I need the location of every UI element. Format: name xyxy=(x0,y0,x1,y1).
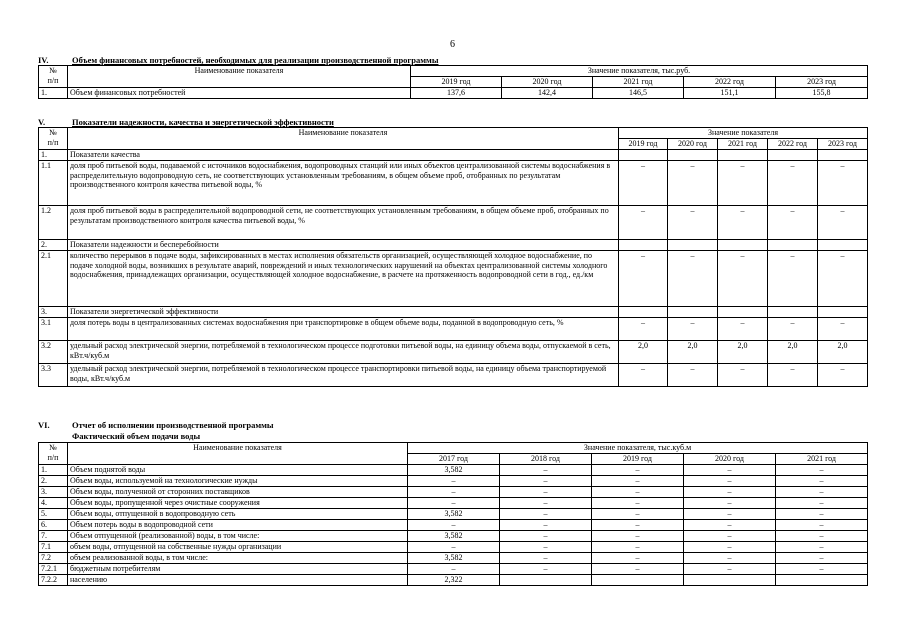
value-cell: 2,322 xyxy=(408,575,500,586)
value-cell: 2,0 xyxy=(718,341,768,364)
value-cell: – xyxy=(500,476,592,487)
section6-subtitle: Фактический объем подачи воды xyxy=(72,431,201,441)
value-cell: – xyxy=(668,364,718,387)
value-cell: – xyxy=(668,251,718,307)
col-header-value: Значение показателя xyxy=(619,128,868,139)
value-cell: – xyxy=(718,161,768,206)
value-cell: – xyxy=(684,520,776,531)
row-number: 1. xyxy=(39,150,68,161)
row-number: 1. xyxy=(39,88,68,99)
value-cell: – xyxy=(500,564,592,575)
value-cell: – xyxy=(718,318,768,341)
row-name: Объем воды, пропущенной через очистные сооружения xyxy=(68,498,408,509)
value-cell: – xyxy=(592,564,684,575)
value-cell: 137,6 xyxy=(411,88,502,99)
value-cell: – xyxy=(818,161,868,206)
value-cell: – xyxy=(718,251,768,307)
value-cell: – xyxy=(500,531,592,542)
col-header-name: Наименование показателя xyxy=(68,443,408,465)
year-header: 2020 год xyxy=(668,139,718,150)
table-row xyxy=(39,509,868,520)
row-name: объем реализованной воды, в том числе: xyxy=(68,553,408,564)
year-header: 2023 год xyxy=(818,139,868,150)
row-number: 5. xyxy=(39,509,68,520)
value-cell: – xyxy=(592,520,684,531)
year-header: 2019 год xyxy=(619,139,668,150)
page-number: 6 xyxy=(450,39,455,50)
year-header: 2020 год xyxy=(502,77,593,88)
empty-cell xyxy=(619,307,668,318)
value-cell: – xyxy=(668,206,718,240)
year-header: 2021 год xyxy=(593,77,684,88)
table-row xyxy=(39,251,868,307)
row-name: удельный расход электрической энергии, потребляемой в технологическом процессе подготовки питьевой воды, на единицу объема воды, отпускаемой в сеть, кВт.ч/куб.м xyxy=(68,341,619,364)
col-header-value: Значение показателя, тыс.руб. xyxy=(411,66,868,77)
value-cell: – xyxy=(818,318,868,341)
group-row xyxy=(39,240,868,251)
value-cell: 151,1 xyxy=(684,88,776,99)
empty-cell xyxy=(619,150,668,161)
row-number: 4. xyxy=(39,498,68,509)
row-number: 3.1 xyxy=(39,318,68,341)
empty-cell xyxy=(668,240,718,251)
value-cell: – xyxy=(500,520,592,531)
table-row xyxy=(39,542,868,553)
value-cell: 3,582 xyxy=(408,553,500,564)
value-cell: – xyxy=(818,364,868,387)
row-number: 6. xyxy=(39,520,68,531)
row-name: Объем отпущенной (реализованной) воды, в том числе: xyxy=(68,531,408,542)
value-cell: 142,4 xyxy=(502,88,593,99)
value-cell: – xyxy=(500,465,592,476)
section6-title xyxy=(38,420,274,430)
value-cell: – xyxy=(408,476,500,487)
value-cell: – xyxy=(776,476,868,487)
section4-title-text: Объем финансовых потребностей, необходимых для реализации производственной программы xyxy=(72,55,439,65)
year-header: 2021 год xyxy=(718,139,768,150)
row-number: 2. xyxy=(39,240,68,251)
value-cell: – xyxy=(619,206,668,240)
value-cell xyxy=(684,575,776,586)
value-cell: – xyxy=(592,498,684,509)
value-cell: – xyxy=(592,531,684,542)
value-cell: 2,0 xyxy=(619,341,668,364)
value-cell: – xyxy=(776,487,868,498)
row-name: Объем воды, отпущенной в водопроводную сеть xyxy=(68,509,408,520)
value-cell: – xyxy=(408,487,500,498)
value-cell: – xyxy=(718,206,768,240)
col-header-name: Наименование показателя xyxy=(68,128,619,150)
row-name: населению xyxy=(68,575,408,586)
row-number: 7. xyxy=(39,531,68,542)
row-name: доля проб питьевой воды в распределительной водопроводной сети, не соответствующих установленным требованиям, в общем объеме проб, отобранных по результатам производственного контроля качества питьевой воды, % xyxy=(68,206,619,240)
value-cell: – xyxy=(592,553,684,564)
empty-cell xyxy=(818,307,868,318)
table-row xyxy=(39,465,868,476)
value-cell: 3,582 xyxy=(408,465,500,476)
section5-title-text: Показатели надежности, качества и энергетической эффективности xyxy=(72,117,334,127)
table-row xyxy=(39,531,868,542)
empty-cell xyxy=(668,307,718,318)
value-cell: – xyxy=(684,487,776,498)
year-header: 2020 год xyxy=(684,454,776,465)
value-cell: – xyxy=(684,531,776,542)
value-cell: – xyxy=(500,509,592,520)
table-row xyxy=(39,341,868,364)
table-row xyxy=(39,498,868,509)
empty-cell xyxy=(718,150,768,161)
value-cell: – xyxy=(776,531,868,542)
value-cell: – xyxy=(684,498,776,509)
row-name: Объем финансовых потребностей xyxy=(68,88,411,99)
table-row xyxy=(39,88,868,99)
group-row xyxy=(39,150,868,161)
row-name: бюджетным потребителям xyxy=(68,564,408,575)
value-cell: – xyxy=(500,498,592,509)
row-number: 1. xyxy=(39,465,68,476)
group-name: Показатели качества xyxy=(68,150,619,161)
value-cell: – xyxy=(408,564,500,575)
value-cell: – xyxy=(768,251,818,307)
value-cell: – xyxy=(768,318,818,341)
value-cell: – xyxy=(619,318,668,341)
empty-cell xyxy=(718,307,768,318)
value-cell: 2,0 xyxy=(768,341,818,364)
section6-title-text: Отчет об исполнении производственной программы xyxy=(72,420,274,430)
value-cell: – xyxy=(668,161,718,206)
value-cell: – xyxy=(684,465,776,476)
col-header-name: Наименование показателя xyxy=(68,66,411,88)
empty-cell xyxy=(818,150,868,161)
year-header: 2022 год xyxy=(768,139,818,150)
row-name: Объем воды, используемой на технологические нужды xyxy=(68,476,408,487)
value-cell: 155,8 xyxy=(776,88,868,99)
water-supply-report-table xyxy=(38,442,868,586)
value-cell: – xyxy=(684,564,776,575)
value-cell: – xyxy=(718,364,768,387)
value-cell: – xyxy=(684,509,776,520)
value-cell: – xyxy=(776,553,868,564)
row-name: доля потерь воды в централизованных системах водоснабжения при транспортировке в общем объеме воды, поданной в водопроводную сеть, % xyxy=(68,318,619,341)
row-name: доля проб питьевой воды, подаваемой с источников водоснабжения, водопроводных станций или иных объектов централизованной системы водоснабжения в распределительную водопроводную сеть, не соответствующих установленным требованиям, в общем объеме проб, отобранных по результатам производственного контроля качества питьевой воды, % xyxy=(68,161,619,206)
value-cell xyxy=(500,575,592,586)
value-cell: – xyxy=(500,553,592,564)
value-cell: – xyxy=(776,520,868,531)
value-cell: – xyxy=(592,487,684,498)
col-header-value: Значение показателя, тыс.куб.м xyxy=(408,443,868,454)
year-header: 2019 год xyxy=(411,77,502,88)
group-name: Показатели энергетической эффективности xyxy=(68,307,619,318)
value-cell: – xyxy=(776,542,868,553)
value-cell: – xyxy=(592,476,684,487)
value-cell: 146,5 xyxy=(593,88,684,99)
quality-indicators-table xyxy=(38,127,868,387)
year-header: 2023 год xyxy=(776,77,868,88)
row-number: 7.2.2 xyxy=(39,575,68,586)
table-row xyxy=(39,206,868,240)
col-header-no: № п/п xyxy=(39,443,68,465)
row-number: 3. xyxy=(39,487,68,498)
value-cell xyxy=(592,575,684,586)
year-header: 2017 год xyxy=(408,454,500,465)
value-cell: – xyxy=(776,509,868,520)
value-cell: – xyxy=(776,465,868,476)
value-cell: 3,582 xyxy=(408,531,500,542)
value-cell: – xyxy=(768,161,818,206)
year-header: 2018 год xyxy=(500,454,592,465)
group-name: Показатели надежности и бесперебойности xyxy=(68,240,619,251)
row-number: 2.1 xyxy=(39,251,68,307)
section4-roman: IV. xyxy=(38,55,49,65)
table-row xyxy=(39,364,868,387)
year-header: 2019 год xyxy=(592,454,684,465)
value-cell: – xyxy=(776,498,868,509)
year-header: 2022 год xyxy=(684,77,776,88)
value-cell xyxy=(776,575,868,586)
row-name: удельный расход электрической энергии, потребляемой в технологическом процессе транспортировки питьевой воды, на единицу объема транспортируемой воды, кВт.ч/куб.м xyxy=(68,364,619,387)
row-number: 1.1 xyxy=(39,161,68,206)
value-cell: – xyxy=(668,318,718,341)
value-cell: – xyxy=(408,498,500,509)
value-cell: – xyxy=(768,364,818,387)
empty-cell xyxy=(718,240,768,251)
row-name: объем воды, отпущенной на собственные нужды организации xyxy=(68,542,408,553)
value-cell: – xyxy=(818,251,868,307)
value-cell: – xyxy=(592,465,684,476)
row-number: 3.2 xyxy=(39,341,68,364)
group-row xyxy=(39,307,868,318)
table-row xyxy=(39,476,868,487)
row-number: 3. xyxy=(39,307,68,318)
row-number: 3.3 xyxy=(39,364,68,387)
value-cell: – xyxy=(500,487,592,498)
value-cell: – xyxy=(619,251,668,307)
empty-cell xyxy=(768,240,818,251)
value-cell: – xyxy=(408,520,500,531)
section4-title xyxy=(38,55,438,65)
year-header: 2021 год xyxy=(776,454,868,465)
value-cell: – xyxy=(776,564,868,575)
empty-cell xyxy=(768,150,818,161)
row-number: 2. xyxy=(39,476,68,487)
empty-cell xyxy=(668,150,718,161)
empty-cell xyxy=(768,307,818,318)
empty-cell xyxy=(818,240,868,251)
table-row xyxy=(39,553,868,564)
row-name: Объем воды, полученной от сторонних поставщиков xyxy=(68,487,408,498)
row-name: Объем поднятой воды xyxy=(68,465,408,476)
table-row xyxy=(39,161,868,206)
section5-title xyxy=(38,117,334,127)
row-name: Объем потерь воды в водопроводной сети xyxy=(68,520,408,531)
value-cell: – xyxy=(768,206,818,240)
section6-roman: VI. xyxy=(38,420,50,430)
row-number: 7.2.1 xyxy=(39,564,68,575)
value-cell: – xyxy=(684,542,776,553)
col-header-no: № п/п xyxy=(39,128,68,150)
financial-needs-table xyxy=(38,65,868,99)
col-header-no: № п/п xyxy=(39,66,68,88)
section5-roman: V. xyxy=(38,117,46,127)
value-cell: – xyxy=(592,542,684,553)
table-row xyxy=(39,318,868,341)
row-number: 7.1 xyxy=(39,542,68,553)
value-cell: 2,0 xyxy=(818,341,868,364)
value-cell: – xyxy=(684,476,776,487)
value-cell: – xyxy=(408,542,500,553)
value-cell: – xyxy=(619,161,668,206)
table-row xyxy=(39,575,868,586)
row-number: 1.2 xyxy=(39,206,68,240)
value-cell: 2,0 xyxy=(668,341,718,364)
table-row xyxy=(39,487,868,498)
value-cell: – xyxy=(592,509,684,520)
table-row xyxy=(39,520,868,531)
value-cell: – xyxy=(500,542,592,553)
value-cell: – xyxy=(684,553,776,564)
table-row xyxy=(39,564,868,575)
value-cell: – xyxy=(619,364,668,387)
row-name: количество перерывов в подаче воды, зафиксированных в местах исполнения обязательств организацией, осуществляющей холодное водоснабжение, по подаче холодной воды, возникших в результате аварий, повреждений и иных технологических нарушений на объектах централизованной системы холодного водоснабжения, принадлежащих организации, осуществляющей холодное водоснабжение, в расчете на протяженность водопроводной сети в год., ед./км xyxy=(68,251,619,307)
value-cell: 3,582 xyxy=(408,509,500,520)
row-number: 7.2 xyxy=(39,553,68,564)
empty-cell xyxy=(619,240,668,251)
value-cell: – xyxy=(818,206,868,240)
